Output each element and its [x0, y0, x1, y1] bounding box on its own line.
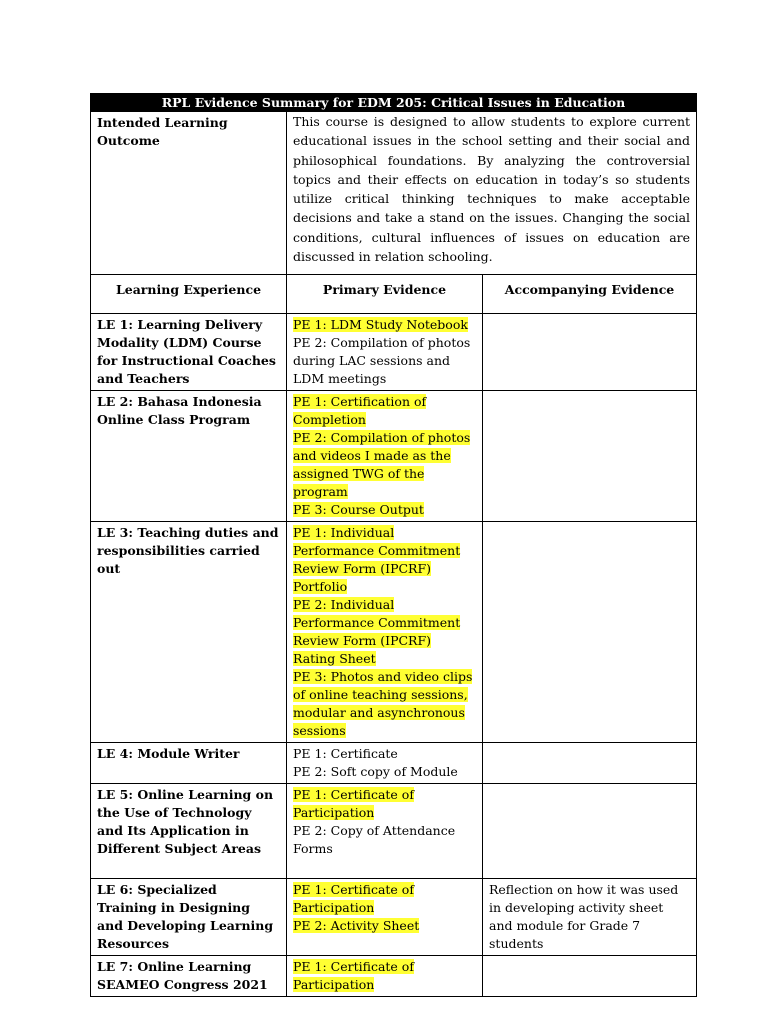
accompanying-evidence-cell: [483, 956, 697, 997]
table-row: [91, 743, 697, 784]
primary-evidence-cell: [287, 784, 483, 879]
evidence-item: PE 1: Individual Performance Commitment Review Form (IPCRF) Portfolio: [293, 525, 461, 595]
primary-evidence-cell: [287, 879, 483, 956]
learning-experience-cell: LE 7: Online Learning SEAMEO Congress 2021: [91, 956, 287, 997]
table-row: [91, 784, 697, 879]
table-row: [91, 879, 697, 956]
ilo-label: Intended Learning Outcome: [91, 112, 287, 275]
table-title: RPL Evidence Summary for EDM 205: Critical Issues in Education: [91, 94, 697, 112]
accompanying-evidence-cell: [483, 391, 697, 522]
evidence-item: PE 1: Certificate: [293, 746, 398, 762]
table-title-row: [91, 94, 697, 112]
table-row: [91, 522, 697, 743]
accompanying-evidence-cell: [483, 314, 697, 391]
accompanying-evidence-cell: [483, 522, 697, 743]
evidence-item: PE 1: Certificate of Participation: [293, 882, 414, 916]
primary-evidence-cell: [287, 314, 483, 391]
evidence-item: PE 1: Certificate of Participation: [293, 959, 414, 993]
rpl-evidence-table: [90, 93, 697, 997]
document-page: [90, 93, 696, 997]
header-learning-experience: Learning Experience: [91, 275, 287, 314]
learning-experience-cell: LE 3: Teaching duties and responsibilities carried out: [91, 522, 287, 743]
ilo-row: [91, 112, 697, 275]
header-row: [91, 275, 697, 314]
table-row: [91, 314, 697, 391]
accompanying-evidence-cell: [483, 784, 697, 879]
accompanying-evidence-cell: [483, 743, 697, 784]
header-primary-evidence: Primary Evidence: [287, 275, 483, 314]
evidence-item: PE 2: Compilation of photos during LAC sessions and LDM meetings: [293, 335, 471, 387]
primary-evidence-cell: [287, 743, 483, 784]
learning-experience-cell: LE 5: Online Learning on the Use of Technology and Its Application in Different Subject Areas: [91, 784, 287, 879]
learning-experience-cell: LE 2: Bahasa Indonesia Online Class Program: [91, 391, 287, 522]
ilo-description: This course is designed to allow students to explore current educational issues in the school setting and their social and philosophical foundations. By analyzing the controversial topics and their effects on education in today’s so students utilize critical thinking techniques to make acceptable decisions and take a stand on the issues. Changing the social conditions, cultural influences of issues on education are discussed in relation schooling.: [287, 112, 697, 275]
learning-experience-cell: LE 4: Module Writer: [91, 743, 287, 784]
table-row: [91, 391, 697, 522]
evidence-item: PE 1: Certification of Completion: [293, 394, 427, 428]
evidence-item: PE 1: Certificate of Participation: [293, 787, 414, 821]
learning-experience-cell: LE 1: Learning Delivery Modality (LDM) Course for Instructional Coaches and Teachers: [91, 314, 287, 391]
evidence-item: PE 3: Photos and video clips of online teaching sessions, modular and asynchronous sessions: [293, 669, 473, 739]
accompanying-evidence-cell: Reflection on how it was used in developing activity sheet and module for Grade 7 students: [483, 879, 697, 956]
evidence-item: PE 3: Course Output: [293, 502, 424, 518]
evidence-item: PE 2: Soft copy of Module: [293, 764, 458, 780]
header-accompanying-evidence: Accompanying Evidence: [483, 275, 697, 314]
primary-evidence-cell: [287, 522, 483, 743]
learning-experience-cell: LE 6: Specialized Training in Designing and Developing Learning Resources: [91, 879, 287, 956]
evidence-item: PE 2: Compilation of photos and videos I made as the assigned TWG of the program: [293, 430, 471, 500]
primary-evidence-cell: [287, 391, 483, 522]
evidence-item: PE 2: Copy of Attendance Forms: [293, 823, 456, 857]
evidence-item: PE 2: Activity Sheet: [293, 918, 420, 934]
evidence-item: PE 1: LDM Study Notebook: [293, 317, 468, 333]
evidence-item: PE 2: Individual Performance Commitment Review Form (IPCRF) Rating Sheet: [293, 597, 461, 667]
table-row: [91, 956, 697, 997]
primary-evidence-cell: [287, 956, 483, 997]
